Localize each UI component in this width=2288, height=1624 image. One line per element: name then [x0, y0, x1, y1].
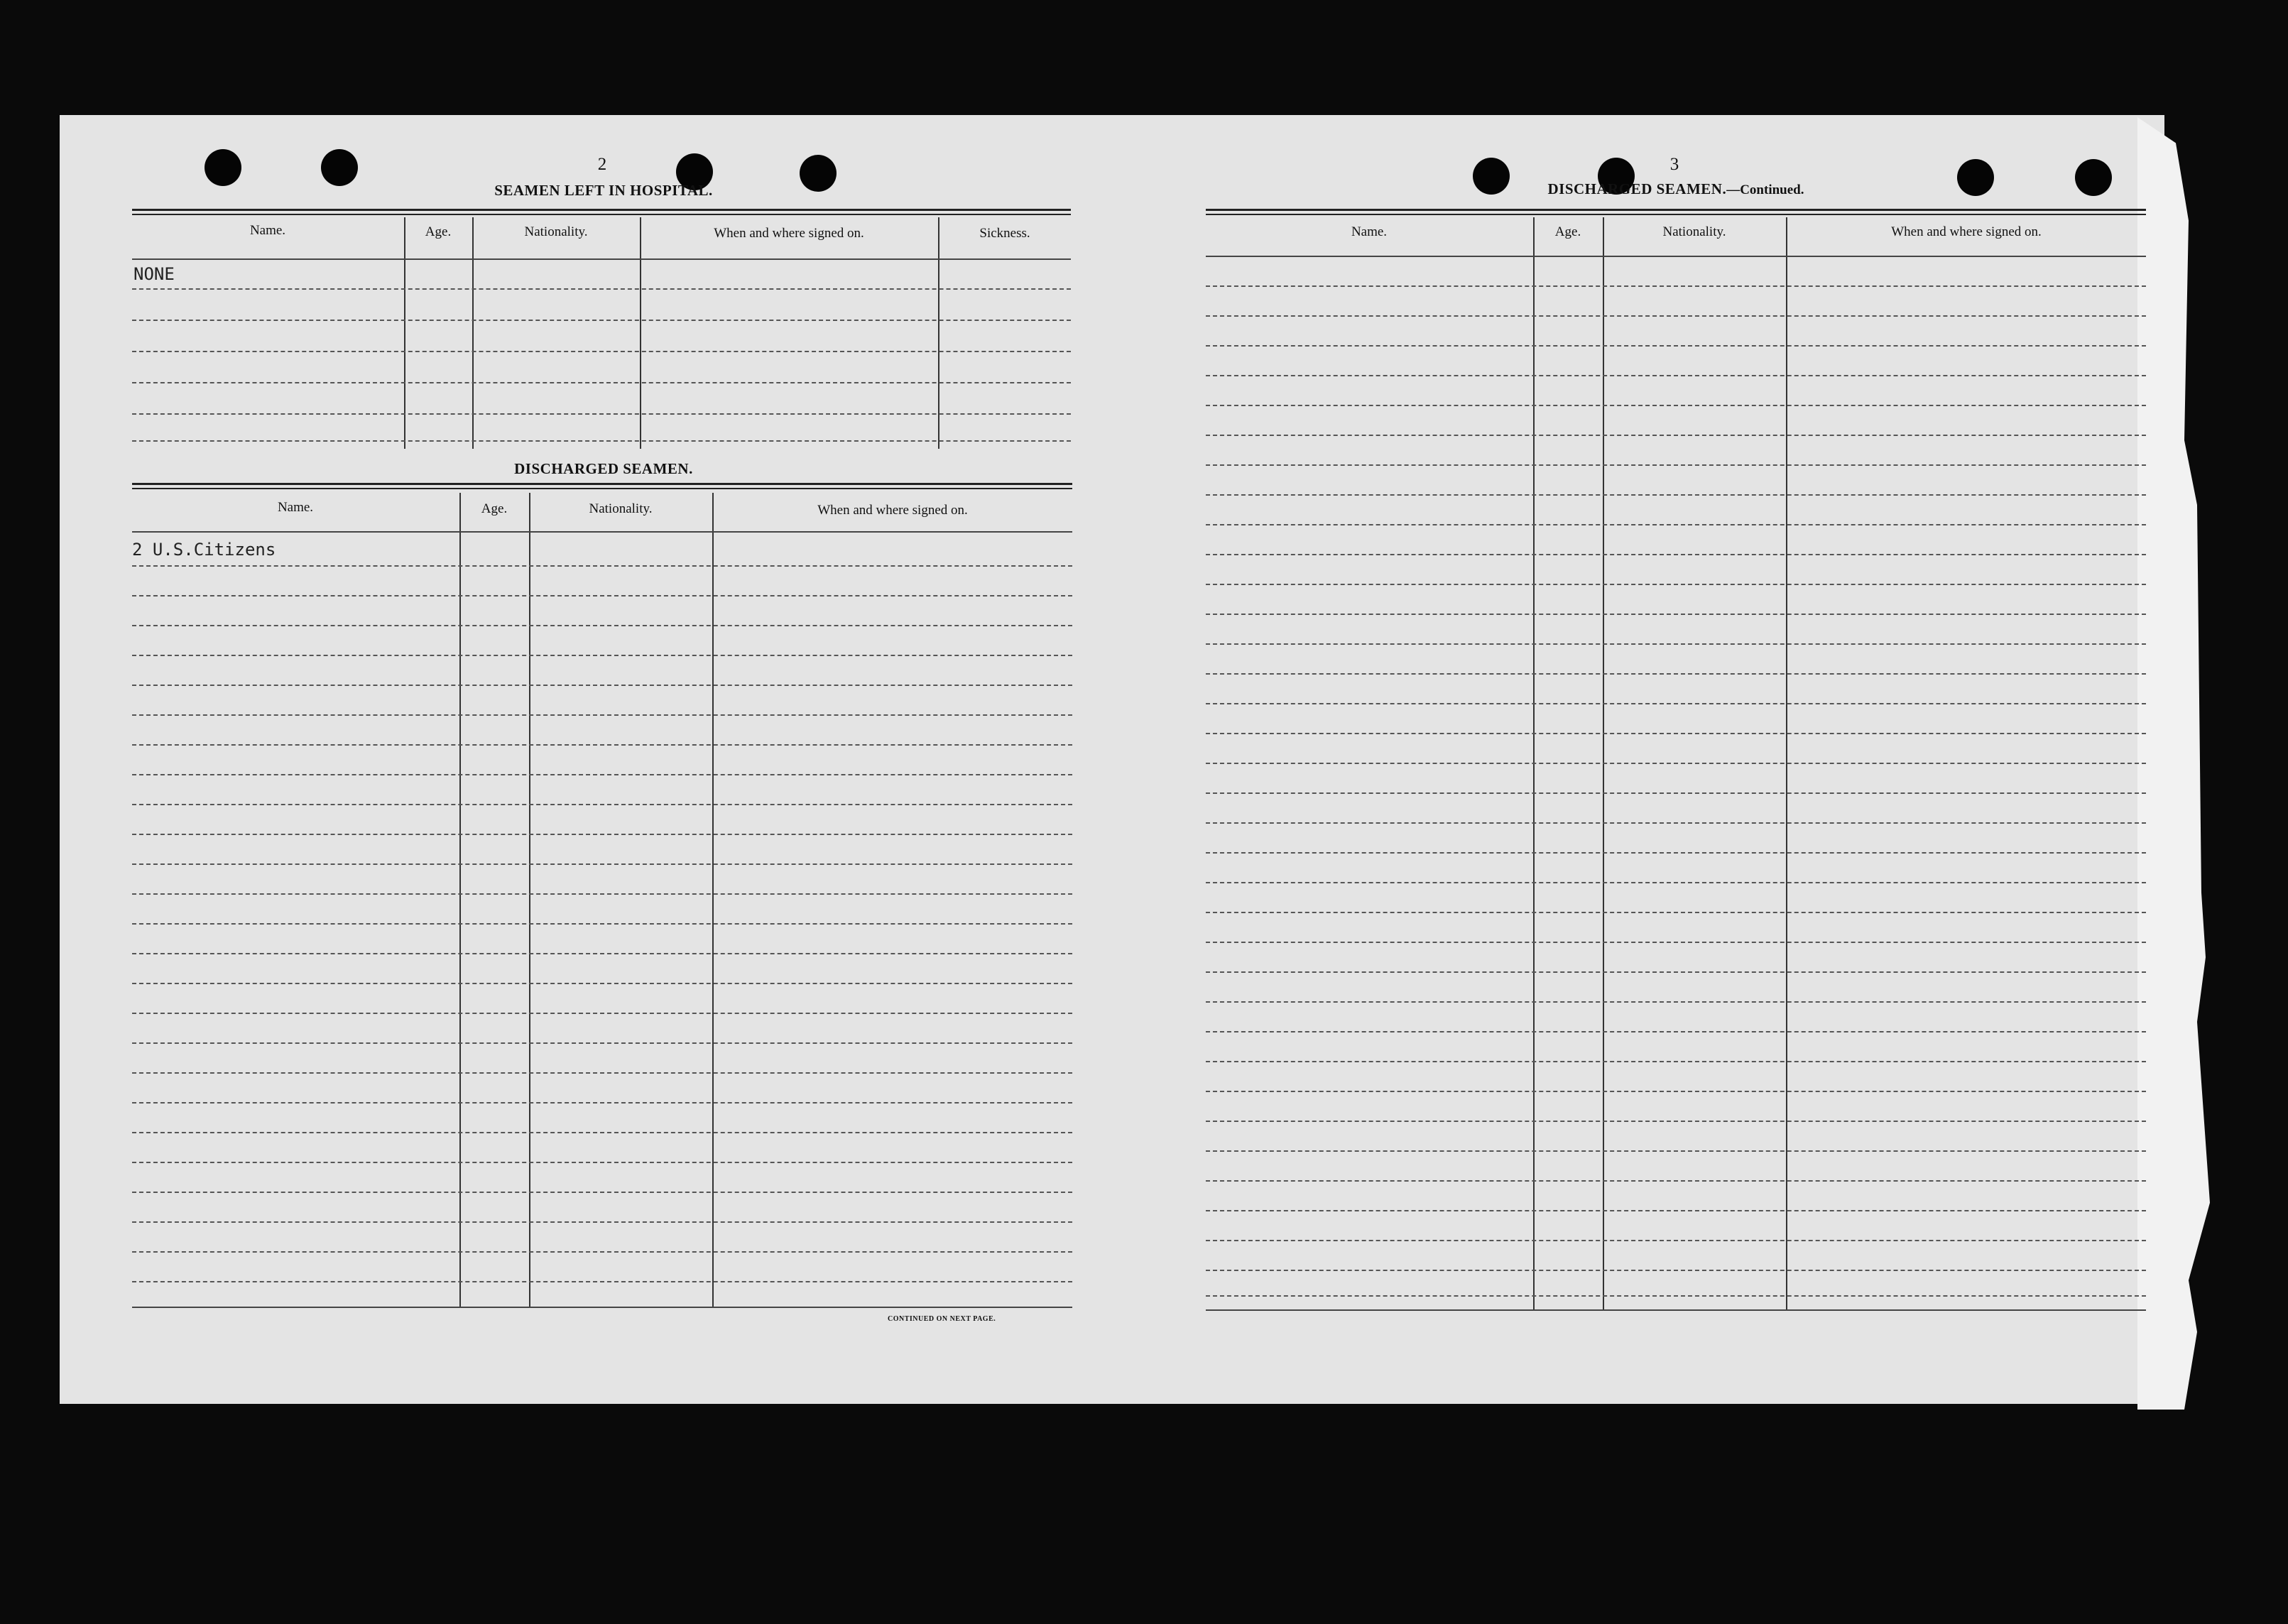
punch-hole — [1957, 159, 1994, 196]
footer-continued-note: CONTINUED ON NEXT PAGE. — [888, 1315, 996, 1323]
section-title-discharged-continued — [1505, 180, 1846, 198]
page-number: 3 — [1669, 155, 1679, 174]
section-title-discharged: DISCHARGED SEAMEN. — [514, 460, 693, 477]
discharged-continued-table — [1206, 209, 2146, 1314]
torn-page-edge — [2137, 117, 2223, 1410]
page-number: 2 — [597, 155, 607, 174]
hospital-table — [132, 209, 1071, 453]
column-header-nationality: Nationality. — [524, 224, 588, 239]
column-header-age: Age. — [1554, 224, 1581, 239]
column-header-signed-on: When and where signed on. — [1891, 224, 2042, 239]
discharged-table — [132, 483, 1072, 1311]
column-header-nationality: Nationality. — [589, 501, 653, 516]
punch-hole — [800, 155, 837, 192]
column-header-age: Age. — [425, 224, 452, 239]
section-title-sub: —Continued. — [1726, 182, 1804, 197]
column-header-signed-on: When and where signed on. — [714, 226, 864, 241]
column-header-name: Name. — [249, 223, 286, 238]
punch-hole — [321, 149, 358, 186]
punch-hole — [2075, 159, 2112, 196]
column-header-age: Age. — [481, 501, 508, 516]
column-header-name: Name. — [1351, 224, 1388, 239]
entry-name: 2 U.S.Citizens — [132, 540, 276, 560]
column-header-signed-on: When and where signed on. — [817, 503, 968, 518]
punch-hole — [205, 149, 241, 186]
entry-name: NONE — [134, 264, 175, 284]
column-header-nationality: Nationality. — [1662, 224, 1726, 239]
section-title-hospital: SEAMEN LEFT IN HOSPITAL. — [494, 182, 713, 199]
column-header-name: Name. — [277, 500, 314, 515]
column-header-sickness: Sickness. — [979, 226, 1030, 241]
punch-hole — [1473, 158, 1510, 195]
section-title-main: DISCHARGED SEAMEN. — [1547, 180, 1727, 197]
